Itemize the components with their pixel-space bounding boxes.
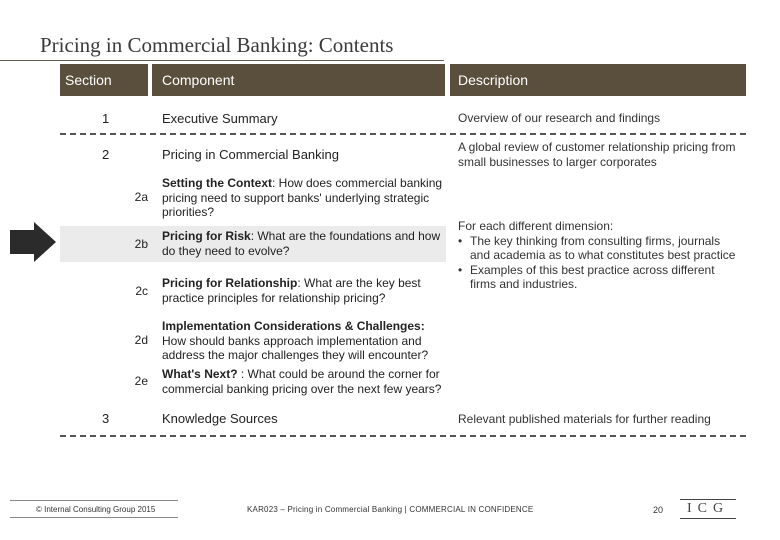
subsection-2c-id: 2c bbox=[135, 284, 148, 298]
row-3-section: 3 bbox=[102, 411, 110, 426]
row-3-component: Knowledge Sources bbox=[162, 411, 278, 426]
subsection-2c-text: Pricing for Relationship: What are the key best practice principles for relationship pricing? bbox=[162, 276, 421, 305]
dimension-bullet: • Examples of this best practice across different firms and industries. bbox=[458, 263, 743, 292]
row-2-component: Pricing in Commercial Banking bbox=[162, 147, 340, 162]
footer-confidential: KAR023 – Pricing in Commercial Banking | COMMERCIAL IN CONFIDENCE bbox=[247, 505, 534, 514]
subsection-2e-id: 2e bbox=[134, 374, 148, 388]
header-component: Component bbox=[152, 64, 445, 96]
subsection-2d-text: Implementation Considerations & Challenges: How should banks approach implementation and address the major challenges they will encounter? bbox=[162, 319, 429, 362]
row-2-section: 2 bbox=[102, 147, 110, 162]
row-3-description: Relevant published materials for further reading bbox=[458, 412, 711, 426]
row-2-description: A global review of customer relationship pricing from small businesses to larger corporates bbox=[458, 140, 736, 169]
subsection-2a-text: Setting the Context: How does commercial banking pricing need to support banks' underlying strategic priorities? bbox=[162, 176, 443, 219]
row-1-component: Executive Summary bbox=[162, 111, 278, 126]
row-divider bbox=[60, 435, 746, 437]
header-description: Description bbox=[450, 64, 746, 96]
dimension-bullet-list bbox=[458, 234, 743, 292]
arrow-icon bbox=[10, 222, 56, 262]
subsection-2b-text: Pricing for Risk: What are the foundations and how do they need to evolve? bbox=[162, 229, 441, 258]
subsection-2b-id: 2b bbox=[134, 237, 148, 251]
icg-logo: ICG bbox=[680, 499, 736, 519]
dimension-bullet: • The key thinking from consulting firms, journals and academia as to what constitutes best practice bbox=[458, 234, 743, 263]
title-underline bbox=[0, 60, 444, 61]
dimension-description bbox=[458, 219, 743, 292]
row-divider bbox=[60, 133, 746, 135]
header-section: Section bbox=[60, 64, 148, 96]
subsection-2e-text: What's Next? : What could be around the corner for commercial banking pricing over the next few years? bbox=[162, 367, 442, 396]
page-number: 20 bbox=[653, 505, 664, 515]
row-1-section: 1 bbox=[102, 111, 110, 126]
page-title: Pricing in Commercial Banking: Contents bbox=[40, 33, 394, 57]
row-1-description: Overview of our research and findings bbox=[458, 111, 661, 125]
footer-copyright: © Internal Consulting Group 2015 bbox=[36, 505, 156, 514]
subsection-2d-id: 2d bbox=[134, 333, 148, 347]
dimension-intro: For each different dimension: bbox=[458, 219, 614, 233]
subsection-2a-id: 2a bbox=[134, 190, 148, 204]
